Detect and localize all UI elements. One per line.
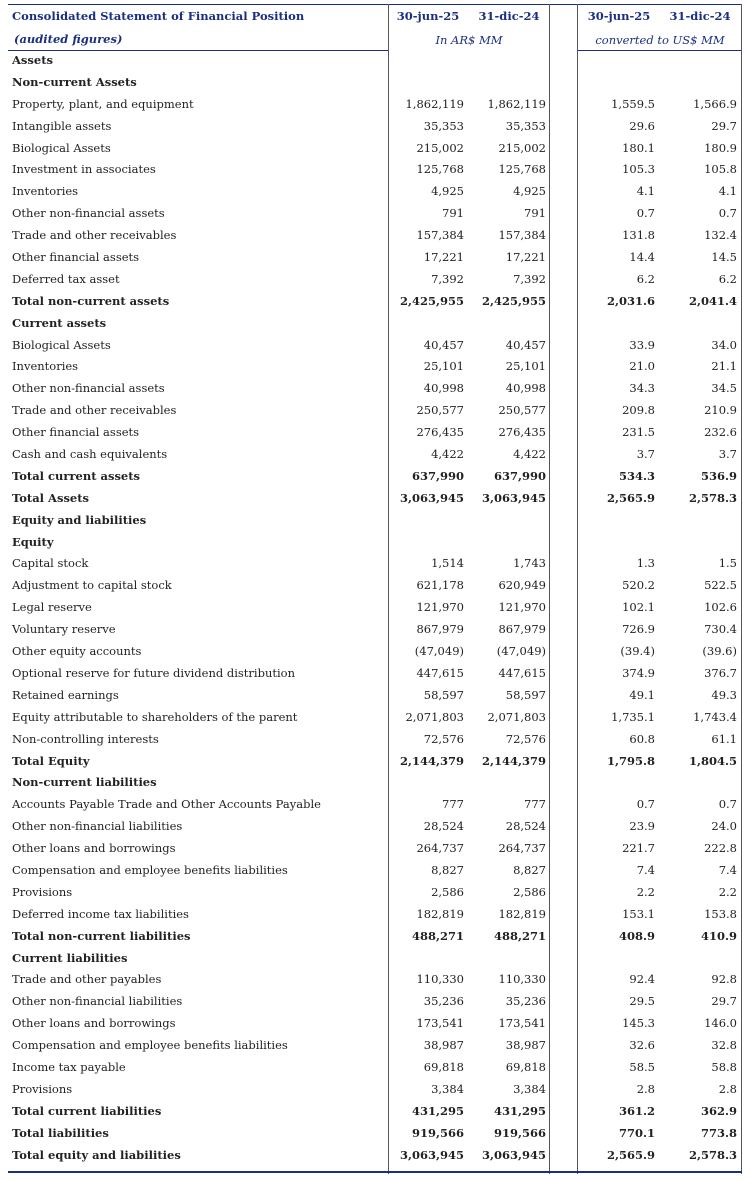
row-value: 29.6: [629, 118, 655, 133]
row-value: 34.0: [711, 337, 737, 352]
row-value: 21.1: [711, 359, 737, 374]
row-value: 38,987: [423, 1038, 464, 1053]
row-label: Other non-financial liabilities: [12, 819, 183, 834]
row-value: 2,425,955: [399, 293, 464, 308]
row-label: Trade and other receivables: [12, 228, 177, 243]
row-value: (47,049): [414, 644, 464, 659]
row-label: Cash and cash equivalents: [12, 447, 168, 462]
row-value: 173,541: [416, 1016, 464, 1031]
row-value: 867,979: [416, 622, 464, 637]
row-value: 3.7: [718, 447, 737, 462]
row-label: Accounts Payable Trade and Other Accounts Payable: [12, 797, 321, 812]
table-row: [8, 181, 742, 203]
row-value: 35,236: [423, 994, 464, 1009]
row-value: 1,566.9: [693, 96, 737, 111]
row-label: Total liabilities: [12, 1125, 109, 1140]
row-value: 2,586: [431, 884, 464, 899]
row-label: Biological Assets: [12, 337, 111, 352]
row-value: 182,819: [498, 906, 546, 921]
row-value: (39.4): [620, 644, 655, 659]
row-label: Legal reserve: [12, 600, 92, 615]
row-value: 3,063,945: [481, 490, 546, 505]
row-value: 7.4: [718, 862, 737, 877]
row-value: 125,768: [498, 162, 546, 177]
row-value: 209.8: [622, 403, 655, 418]
row-value: 40,998: [423, 381, 464, 396]
row-value: 431,295: [493, 1103, 546, 1118]
row-value: 92.4: [629, 972, 655, 987]
table-row: [8, 94, 742, 116]
row-value: 2,144,379: [481, 753, 546, 768]
table-row: [8, 247, 742, 269]
row-value: 637,990: [493, 468, 546, 483]
row-value: 4,422: [513, 447, 546, 462]
row-value: 2.2: [636, 884, 655, 899]
row-value: 637,990: [411, 468, 464, 483]
row-value: 777: [524, 797, 546, 812]
table-row: [8, 729, 742, 751]
table-row: [8, 313, 742, 335]
statement-subtitle: (audited figures): [14, 32, 123, 46]
row-value: 522.5: [704, 578, 737, 593]
row-label: Current liabilities: [12, 950, 128, 965]
table-row: [8, 575, 742, 597]
row-value: 726.9: [622, 622, 655, 637]
row-value: 17,221: [423, 250, 464, 265]
table-row: [8, 335, 742, 357]
row-value: 488,271: [493, 928, 546, 943]
row-value: 264,737: [498, 841, 546, 856]
table-row: [8, 707, 742, 729]
row-value: 34.3: [629, 381, 655, 396]
table-row: [8, 1079, 742, 1101]
row-label: Other non-financial liabilities: [12, 994, 183, 1009]
row-value: 1,862,119: [405, 96, 464, 111]
row-value: 4.1: [718, 184, 737, 199]
row-label: Capital stock: [12, 556, 89, 571]
row-value: 777: [442, 797, 464, 812]
table-row: [8, 882, 742, 904]
row-label: Deferred income tax liabilities: [12, 906, 189, 921]
row-value: 520.2: [622, 578, 655, 593]
row-value: 157,384: [416, 228, 464, 243]
row-label: Income tax payable: [12, 1059, 126, 1074]
row-value: 536.9: [700, 468, 737, 483]
row-value: 2,144,379: [399, 753, 464, 768]
row-value: 919,566: [493, 1125, 546, 1140]
row-value: 2,031.6: [606, 293, 655, 308]
table-row: [8, 772, 742, 794]
row-label: Other loans and borrowings: [12, 1016, 176, 1031]
row-value: 0.7: [636, 206, 655, 221]
row-value: 3,384: [431, 1081, 464, 1096]
row-label: Inventories: [12, 359, 79, 374]
row-value: 773.8: [700, 1125, 737, 1140]
table-row: [8, 138, 742, 160]
row-value: 17,221: [505, 250, 546, 265]
row-value: 49.3: [711, 687, 737, 702]
table-row: [8, 619, 742, 641]
row-value: 361.2: [618, 1103, 655, 1118]
row-value: 2,071,803: [405, 709, 464, 724]
row-value: 374.9: [622, 665, 655, 680]
row-value: 92.8: [711, 972, 737, 987]
row-label: Other loans and borrowings: [12, 841, 176, 856]
row-value: 180.9: [704, 140, 737, 155]
row-value: 8,827: [431, 862, 464, 877]
table-row: [8, 1057, 742, 1079]
table-row: [8, 685, 742, 707]
row-value: 40,457: [423, 337, 464, 352]
row-value: 180.1: [622, 140, 655, 155]
row-value: 791: [524, 206, 546, 221]
unit-label-ars: In AR$ MM: [435, 33, 503, 47]
row-label: Property, plant, and equipment: [12, 96, 194, 111]
table-row: [8, 510, 742, 532]
table-row: [8, 991, 742, 1013]
row-value: 28,524: [505, 819, 546, 834]
table-row: [8, 597, 742, 619]
row-value: 146.0: [704, 1016, 737, 1031]
row-value: 25,101: [423, 359, 464, 374]
table-row: [8, 794, 742, 816]
unit-label-usd: converted to US$ MM: [595, 33, 725, 47]
row-label: Retained earnings: [12, 687, 119, 702]
row-value: 221.7: [622, 841, 655, 856]
row-value: 431,295: [411, 1103, 464, 1118]
row-value: 35,236: [505, 994, 546, 1009]
row-value: 3,063,945: [399, 1147, 464, 1162]
row-value: 25,101: [505, 359, 546, 374]
row-value: 2,071,803: [487, 709, 546, 724]
row-value: 791: [442, 206, 464, 221]
row-value: 38,987: [505, 1038, 546, 1053]
table-row: [8, 488, 742, 510]
table-row: [8, 553, 742, 575]
row-label: Non-current Assets: [12, 74, 137, 89]
column-header-usd-jun25: 30-jun-25: [587, 9, 651, 23]
table-row: [8, 422, 742, 444]
table-body: [8, 50, 742, 1166]
row-value: 110,330: [498, 972, 546, 987]
row-value: (47,049): [496, 644, 546, 659]
row-value: 23.9: [629, 819, 655, 834]
row-label: Non-current liabilities: [12, 775, 157, 790]
row-label: Compensation and employee benefits liabilities: [12, 862, 288, 877]
row-value: 121,970: [498, 600, 546, 615]
row-value: 58.8: [711, 1059, 737, 1074]
row-value: 182,819: [416, 906, 464, 921]
row-value: 7.4: [636, 862, 655, 877]
row-value: (39.6): [702, 644, 737, 659]
column-header-ars-dic24: 31-dic-24: [478, 9, 540, 23]
row-value: 2,578.3: [688, 490, 737, 505]
row-value: 231.5: [622, 425, 655, 440]
table-row: [8, 904, 742, 926]
row-label: Non-controlling interests: [12, 731, 159, 746]
row-label: Other non-financial assets: [12, 206, 165, 221]
row-value: 376.7: [704, 665, 737, 680]
row-value: 2.8: [636, 1081, 655, 1096]
row-value: 1,804.5: [688, 753, 737, 768]
row-value: 276,435: [416, 425, 464, 440]
row-value: 1,795.8: [606, 753, 655, 768]
row-label: Optional reserve for future dividend distribution: [12, 665, 295, 680]
row-value: 362.9: [700, 1103, 737, 1118]
row-label: Other financial assets: [12, 250, 140, 265]
column-header-ars-jun25: 30-jun-25: [396, 9, 460, 23]
row-label: Trade and other receivables: [12, 403, 177, 418]
row-value: 8,827: [513, 862, 546, 877]
table-row: [8, 225, 742, 247]
table-row: [8, 1013, 742, 1035]
row-value: 131.8: [622, 228, 655, 243]
row-value: 72,576: [423, 731, 464, 746]
row-value: 69,818: [505, 1059, 546, 1074]
table-row: [8, 969, 742, 991]
table-row: [8, 400, 742, 422]
row-value: 2,425,955: [481, 293, 546, 308]
row-value: 1,735.1: [611, 709, 655, 724]
row-label: Equity and liabilities: [12, 512, 147, 527]
row-label: Total non-current assets: [12, 293, 170, 308]
row-value: 276,435: [498, 425, 546, 440]
row-label: Provisions: [12, 884, 73, 899]
column-header-usd-dic24: 31-dic-24: [669, 9, 731, 23]
table-row: [8, 641, 742, 663]
row-value: 1,559.5: [611, 96, 655, 111]
row-value: 125,768: [416, 162, 464, 177]
row-value: 1,514: [431, 556, 464, 571]
row-value: 1,743.4: [693, 709, 737, 724]
row-value: 4,422: [431, 447, 464, 462]
row-value: 7,392: [431, 271, 464, 286]
row-value: 447,615: [416, 665, 464, 680]
row-value: 58.5: [629, 1059, 655, 1074]
table-row: [8, 860, 742, 882]
row-value: 250,577: [498, 403, 546, 418]
row-label: Total current assets: [12, 468, 141, 483]
row-value: 1.3: [636, 556, 655, 571]
row-value: 3.7: [636, 447, 655, 462]
row-label: Current assets: [12, 315, 107, 330]
table-row: [8, 291, 742, 313]
row-value: 447,615: [498, 665, 546, 680]
row-label: Total Assets: [12, 490, 90, 505]
row-value: 2.8: [718, 1081, 737, 1096]
table-row: [8, 663, 742, 685]
row-value: 35,353: [505, 118, 546, 133]
row-value: 1,862,119: [487, 96, 546, 111]
row-value: 0.7: [718, 797, 737, 812]
table-row: [8, 116, 742, 138]
row-value: 69,818: [423, 1059, 464, 1074]
table-row: [8, 1035, 742, 1057]
bottom-rule: [8, 1171, 742, 1173]
table-row: [8, 926, 742, 948]
row-value: 121,970: [416, 600, 464, 615]
row-value: 620,949: [498, 578, 546, 593]
row-value: 14.4: [629, 250, 655, 265]
row-value: 410.9: [700, 928, 737, 943]
row-value: 29.7: [711, 994, 737, 1009]
row-value: 2.2: [718, 884, 737, 899]
row-label: Adjustment to capital stock: [12, 578, 172, 593]
table-row: [8, 466, 742, 488]
row-value: 215,002: [416, 140, 464, 155]
row-label: Total equity and liabilities: [12, 1147, 181, 1162]
row-label: Equity attributable to shareholders of the parent: [12, 709, 298, 724]
row-label: Equity: [12, 534, 54, 549]
row-value: 0.7: [636, 797, 655, 812]
row-label: Intangible assets: [12, 118, 112, 133]
row-value: 867,979: [498, 622, 546, 637]
row-value: 58,597: [423, 687, 464, 702]
table-row: [8, 1101, 742, 1123]
row-value: 173,541: [498, 1016, 546, 1031]
row-value: 49.1: [629, 687, 655, 702]
row-value: 34.5: [711, 381, 737, 396]
row-value: 28,524: [423, 819, 464, 834]
row-value: 105.8: [704, 162, 737, 177]
table-row: [8, 816, 742, 838]
row-value: 32.6: [629, 1038, 655, 1053]
row-label: Compensation and employee benefits liabilities: [12, 1038, 288, 1053]
row-value: 102.1: [622, 600, 655, 615]
table-row: [8, 72, 742, 94]
table-row: [8, 948, 742, 970]
row-value: 29.5: [629, 994, 655, 1009]
row-value: 102.6: [704, 600, 737, 615]
row-label: Assets: [12, 53, 53, 67]
row-value: 21.0: [629, 359, 655, 374]
row-value: 145.3: [622, 1016, 655, 1031]
row-value: 215,002: [498, 140, 546, 155]
table-row: [8, 378, 742, 400]
row-value: 35,353: [423, 118, 464, 133]
row-label: Investment in associates: [12, 162, 156, 177]
row-value: 6.2: [718, 271, 737, 286]
row-label: Other equity accounts: [12, 644, 142, 659]
row-value: 1,743: [513, 556, 546, 571]
row-label: Other financial assets: [12, 425, 140, 440]
table-row: [8, 1145, 742, 1167]
row-value: 250,577: [416, 403, 464, 418]
row-value: 40,457: [505, 337, 546, 352]
table-row: [8, 838, 742, 860]
row-value: 4.1: [636, 184, 655, 199]
table-row: [8, 159, 742, 181]
row-label: Total current liabilities: [12, 1103, 162, 1118]
table-row: [8, 444, 742, 466]
row-value: 730.4: [704, 622, 737, 637]
row-value: 40,998: [505, 381, 546, 396]
row-value: 232.6: [704, 425, 737, 440]
row-label: Biological Assets: [12, 140, 111, 155]
row-value: 264,737: [416, 841, 464, 856]
row-value: 3,384: [513, 1081, 546, 1096]
row-value: 210.9: [704, 403, 737, 418]
row-label: Inventories: [12, 184, 79, 199]
row-value: 24.0: [711, 819, 737, 834]
row-value: 32.8: [711, 1038, 737, 1053]
row-value: 6.2: [636, 271, 655, 286]
row-label: Trade and other payables: [12, 972, 162, 987]
financial-statement-table: [8, 4, 742, 1174]
row-label: Other non-financial assets: [12, 381, 165, 396]
table-row: [8, 356, 742, 378]
row-label: Voluntary reserve: [12, 622, 116, 637]
row-value: 770.1: [618, 1125, 655, 1140]
row-value: 1.5: [718, 556, 737, 571]
row-value: 33.9: [629, 337, 655, 352]
table-header: [8, 4, 742, 51]
row-value: 58,597: [505, 687, 546, 702]
row-value: 132.4: [704, 228, 737, 243]
table-row: [8, 269, 742, 291]
row-value: 2,041.4: [688, 293, 737, 308]
row-label: Total non-current liabilities: [12, 928, 191, 943]
row-value: 4,925: [513, 184, 546, 199]
row-value: 534.3: [618, 468, 655, 483]
row-value: 61.1: [711, 731, 737, 746]
row-value: 621,178: [416, 578, 464, 593]
row-value: 60.8: [629, 731, 655, 746]
row-value: 4,925: [431, 184, 464, 199]
row-value: 919,566: [411, 1125, 464, 1140]
row-value: 153.8: [704, 906, 737, 921]
table-row: [8, 50, 742, 72]
row-value: 153.1: [622, 906, 655, 921]
row-value: 105.3: [622, 162, 655, 177]
table-row: [8, 751, 742, 773]
row-label: Provisions: [12, 1081, 73, 1096]
row-label: Total Equity: [12, 753, 90, 768]
row-value: 14.5: [711, 250, 737, 265]
row-value: 2,578.3: [688, 1147, 737, 1162]
row-value: 2,565.9: [606, 1147, 655, 1162]
row-value: 157,384: [498, 228, 546, 243]
row-value: 110,330: [416, 972, 464, 987]
statement-title: Consolidated Statement of Financial Position: [12, 9, 305, 23]
row-value: 72,576: [505, 731, 546, 746]
row-value: 3,063,945: [399, 490, 464, 505]
row-value: 488,271: [411, 928, 464, 943]
row-value: 2,586: [513, 884, 546, 899]
row-value: 7,392: [513, 271, 546, 286]
table-row: [8, 203, 742, 225]
row-value: 0.7: [718, 206, 737, 221]
row-value: 29.7: [711, 118, 737, 133]
row-value: 3,063,945: [481, 1147, 546, 1162]
row-value: 222.8: [704, 841, 737, 856]
table-row: [8, 1123, 742, 1145]
row-value: 408.9: [618, 928, 655, 943]
row-value: 2,565.9: [606, 490, 655, 505]
table-row: [8, 532, 742, 554]
row-label: Deferred tax asset: [12, 271, 120, 286]
